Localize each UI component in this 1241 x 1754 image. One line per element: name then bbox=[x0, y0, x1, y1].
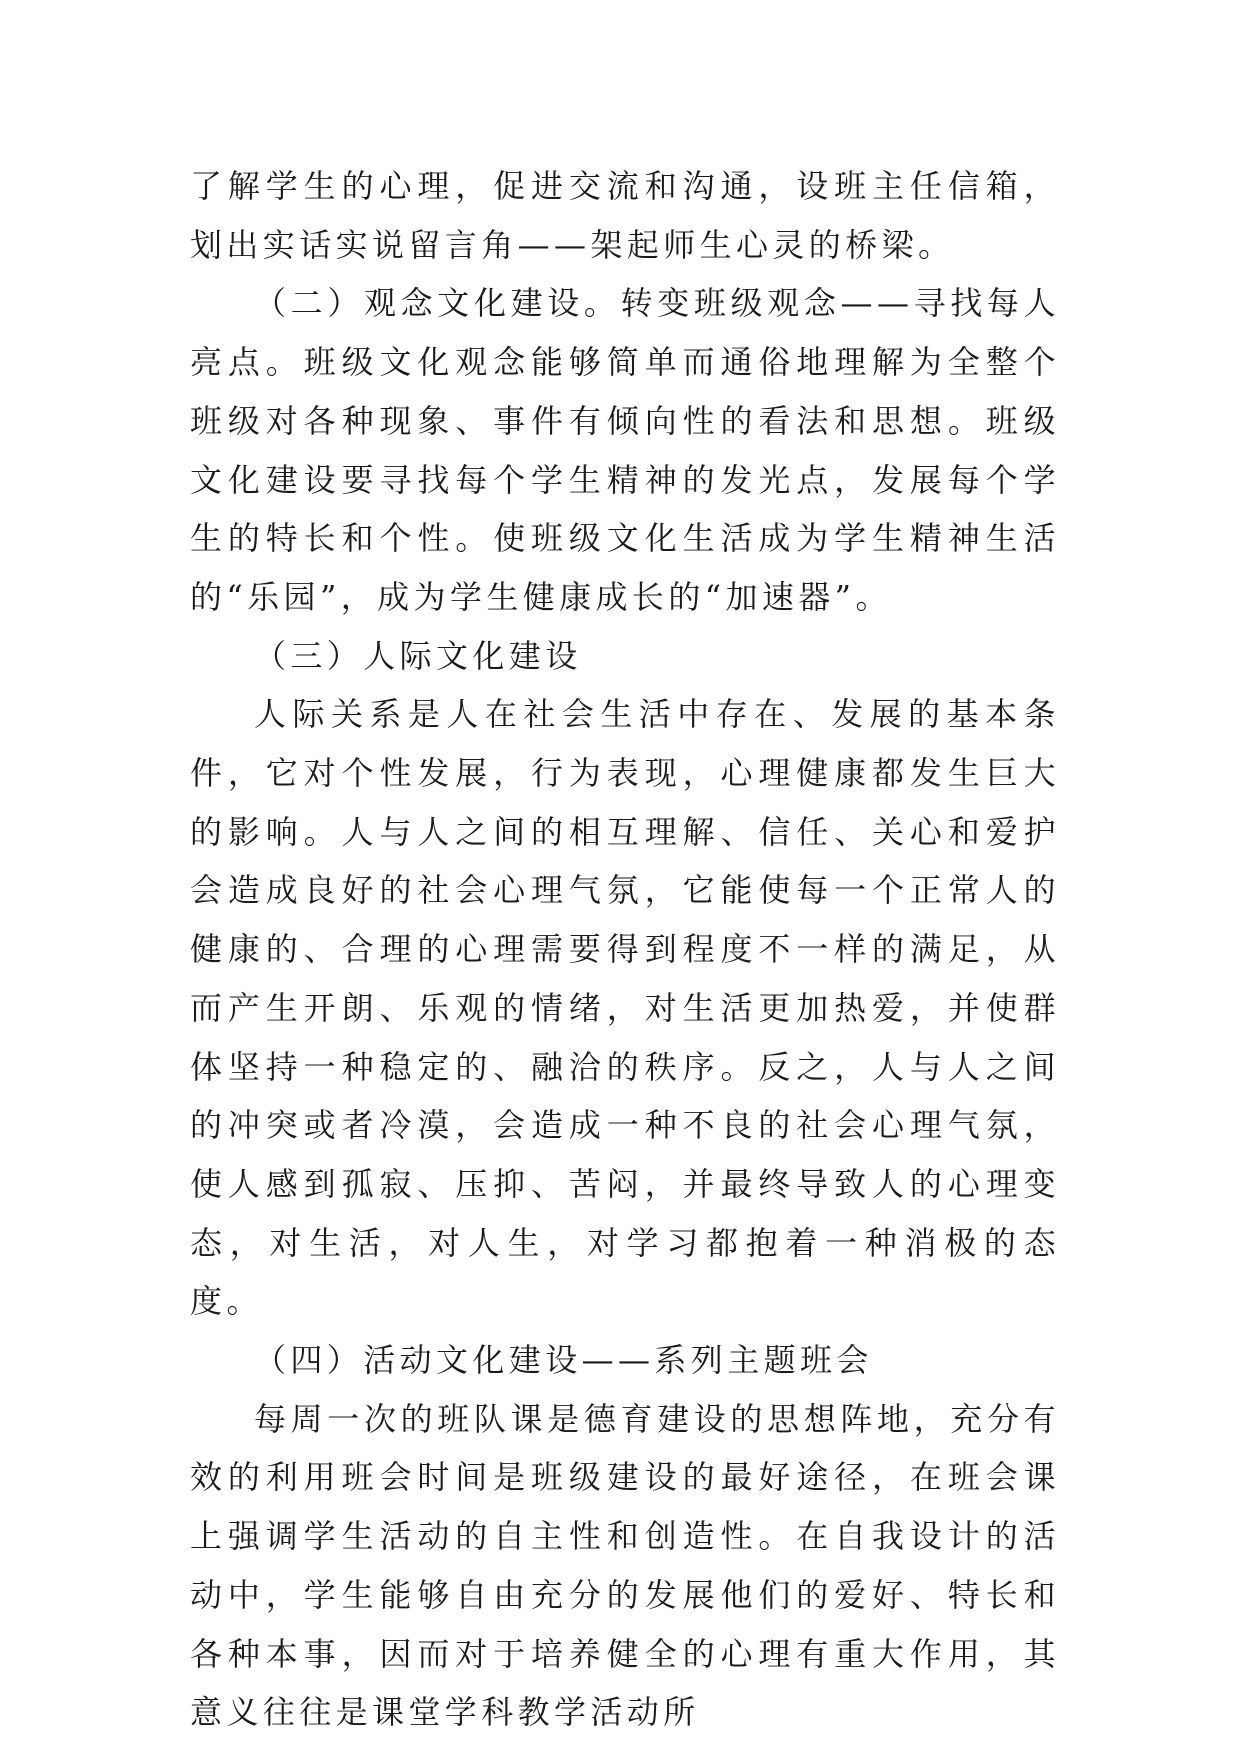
section-heading-4: （四）活动文化建设——系列主题班会 bbox=[254, 1341, 873, 1380]
paragraph-4: 人际关系是人在社会生活中存在、发展的基本条件，它对个性发展，行为表现，心理健康都发生巨大的影响。人与人之间的相互理解、信任、关心和爱护会造成良好的社会心理气氛，它能使每一个正常人的健康的、合理的心理需要得到程度不一样的满足，从而产生开朗、乐观的情绪，对生活更加热爱，并使群体坚持一种稳定的、融洽的秩序。反之，人与人之间的冲突或者冷漠，会造成一种不良的社会心理气氛，使人感到孤寂、压抑、苦闷，并最终导致人的心理变态，对生活，对人生，对学习都抱着一种消极的态度。 bbox=[190, 695, 1060, 1321]
paragraph-6: 每周一次的班队课是德育建设的思想阵地，充分有效的利用班会时间是班级建设的最好途径，在班会课上强调学生活动的自主性和创造性。在自我设计的活动中，学生能够自由充分的发展他们的爱好、特长和各种本事，因而对于培养健全的心理有重大作用，其意义往往是课堂学科教学活动所 bbox=[190, 1399, 1060, 1732]
section-heading-3: （三）人际文化建设 bbox=[254, 636, 582, 675]
paragraph-2: （二）观念文化建设。转变班级观念——寻找每人亮点。班级文化观念能够简单而通俗地理解为全整个班级对各种现象、事件有倾向性的看法和思想。班级文化建设要寻找每个学生精神的发光点，发展每个学生的特长和个性。使班级文化生活成为学生精神生活的“乐园”，成为学生健康成长的“加速器”。 bbox=[190, 284, 1060, 616]
document-body bbox=[190, 157, 1060, 1742]
paragraph-1: 了解学生的心理，促进交流和沟通，设班主任信箱，划出实话实说留言角——架起师生心灵的桥梁。 bbox=[190, 167, 1060, 264]
